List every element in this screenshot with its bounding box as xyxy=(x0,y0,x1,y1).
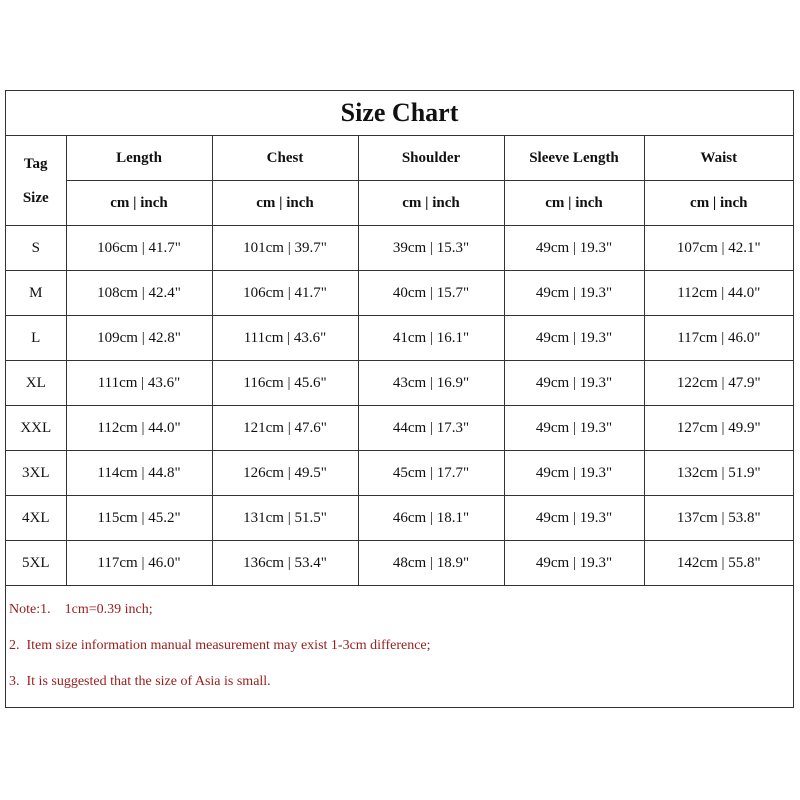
table-cell: 106cm | 41.7" xyxy=(66,226,212,271)
table-row xyxy=(6,226,793,271)
tag-size-header xyxy=(6,136,66,226)
table-cell: 101cm | 39.7" xyxy=(212,226,358,271)
table-cell: 115cm | 45.2" xyxy=(66,496,212,541)
table-cell: 49cm | 19.3" xyxy=(504,406,644,451)
tag-label: Tag xyxy=(23,155,48,172)
size-cell: M xyxy=(6,271,66,316)
table-cell: 112cm | 44.0" xyxy=(644,271,793,316)
table-row xyxy=(6,541,793,586)
table-cell: 49cm | 19.3" xyxy=(504,271,644,316)
table-cell: 49cm | 19.3" xyxy=(504,316,644,361)
table-cell: 132cm | 51.9" xyxy=(644,451,793,496)
column-header-sleeve-length: Sleeve Length xyxy=(504,136,644,181)
column-header-waist: Waist xyxy=(644,136,793,181)
table-row xyxy=(6,271,793,316)
table-row xyxy=(6,496,793,541)
table-cell: 111cm | 43.6" xyxy=(66,361,212,406)
unit-chest: cm | inch xyxy=(212,181,358,226)
size-cell: XXL xyxy=(6,406,66,451)
unit-length: cm | inch xyxy=(66,181,212,226)
notes-section xyxy=(9,601,789,709)
table-cell: 108cm | 42.4" xyxy=(66,271,212,316)
unit-sleeve-length: cm | inch xyxy=(504,181,644,226)
size-chart xyxy=(5,90,794,708)
table-cell: 109cm | 42.8" xyxy=(66,316,212,361)
table-cell: 107cm | 42.1" xyxy=(644,226,793,271)
size-cell: 5XL xyxy=(6,541,66,586)
table-cell: 111cm | 43.6" xyxy=(212,316,358,361)
column-header-shoulder: Shoulder xyxy=(358,136,504,181)
table-cell: 136cm | 53.4" xyxy=(212,541,358,586)
unit-waist: cm | inch xyxy=(644,181,793,226)
table-row xyxy=(6,316,793,361)
table-cell: 112cm | 44.0" xyxy=(66,406,212,451)
table-cell: 49cm | 19.3" xyxy=(504,361,644,406)
table-cell: 46cm | 18.1" xyxy=(358,496,504,541)
table-cell: 122cm | 47.9" xyxy=(644,361,793,406)
table-cell: 137cm | 53.8" xyxy=(644,496,793,541)
unit-row xyxy=(6,181,793,226)
size-cell: S xyxy=(6,226,66,271)
size-cell: L xyxy=(6,316,66,361)
table-row xyxy=(6,361,793,406)
table-cell: 126cm | 49.5" xyxy=(212,451,358,496)
table-cell: 142cm | 55.8" xyxy=(644,541,793,586)
note-line: 3. It is suggested that the size of Asia is small. xyxy=(9,674,271,689)
size-cell: 4XL xyxy=(6,496,66,541)
table-cell: 49cm | 19.3" xyxy=(504,451,644,496)
table-cell: 48cm | 18.9" xyxy=(358,541,504,586)
table-row xyxy=(6,451,793,496)
table-cell: 40cm | 15.7" xyxy=(358,271,504,316)
chart-title: Size Chart xyxy=(6,91,793,136)
table-cell: 49cm | 19.3" xyxy=(504,226,644,271)
table-cell: 39cm | 15.3" xyxy=(358,226,504,271)
size-cell: 3XL xyxy=(6,451,66,496)
unit-shoulder: cm | inch xyxy=(358,181,504,226)
table-cell: 41cm | 16.1" xyxy=(358,316,504,361)
size-label: Size xyxy=(22,189,49,206)
table-row xyxy=(6,406,793,451)
column-header-length: Length xyxy=(66,136,212,181)
size-table xyxy=(6,91,793,586)
table-cell: 49cm | 19.3" xyxy=(504,496,644,541)
size-cell: XL xyxy=(6,361,66,406)
table-cell: 121cm | 47.6" xyxy=(212,406,358,451)
table-cell: 114cm | 44.8" xyxy=(66,451,212,496)
table-cell: 117cm | 46.0" xyxy=(66,541,212,586)
table-cell: 116cm | 45.6" xyxy=(212,361,358,406)
note-line: 2. Item size information manual measurement may exist 1-3cm difference; xyxy=(9,638,431,653)
table-cell: 117cm | 46.0" xyxy=(644,316,793,361)
table-cell: 106cm | 41.7" xyxy=(212,271,358,316)
table-cell: 131cm | 51.5" xyxy=(212,496,358,541)
table-cell: 43cm | 16.9" xyxy=(358,361,504,406)
header-row xyxy=(6,136,793,181)
column-header-chest: Chest xyxy=(212,136,358,181)
table-cell: 45cm | 17.7" xyxy=(358,451,504,496)
table-cell: 127cm | 49.9" xyxy=(644,406,793,451)
note-line: Note:1. 1cm=0.39 inch; xyxy=(9,602,153,617)
table-cell: 49cm | 19.3" xyxy=(504,541,644,586)
table-cell: 44cm | 17.3" xyxy=(358,406,504,451)
